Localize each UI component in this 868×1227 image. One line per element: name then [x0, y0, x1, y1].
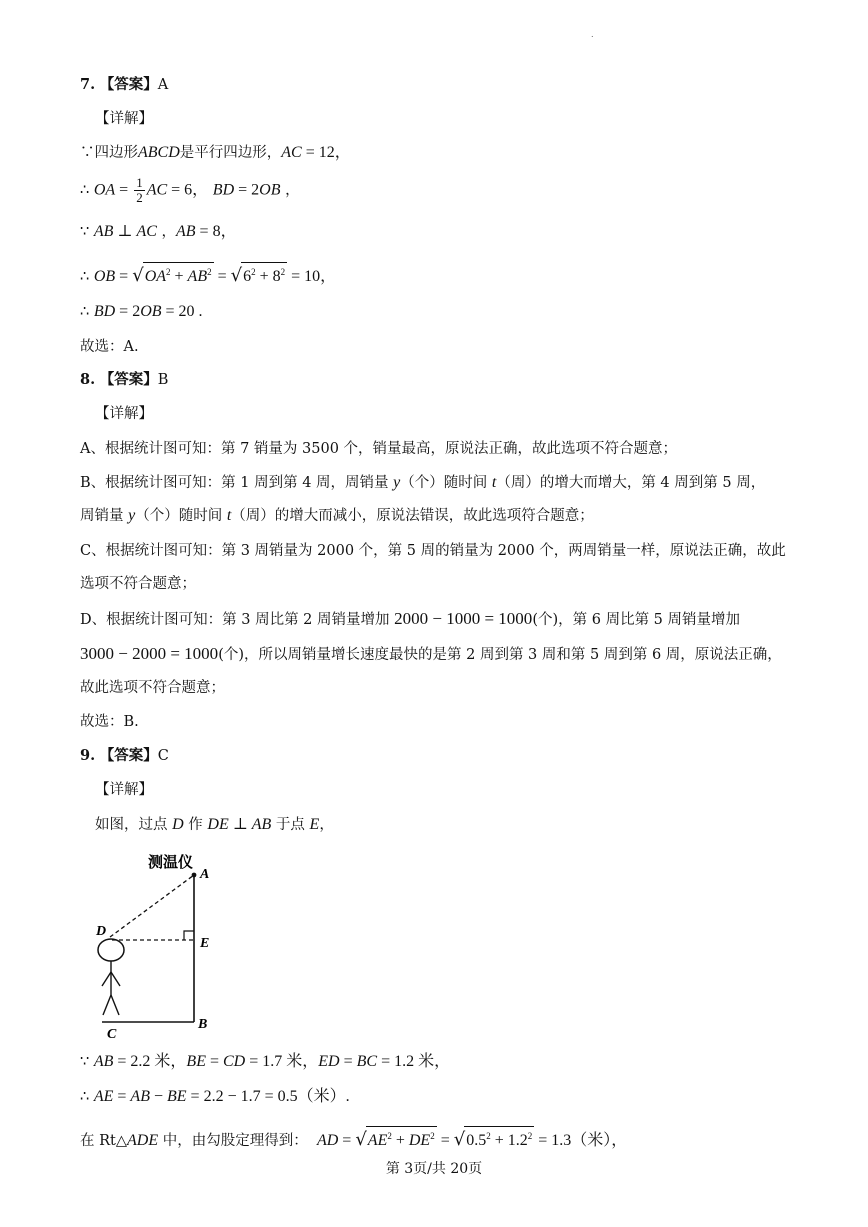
figure-title: 测温仪	[148, 853, 194, 871]
q8-option-d-line-1	[80, 609, 740, 630]
math: +	[391, 1132, 409, 1149]
math: ⊥	[228, 816, 252, 833]
math: BE	[167, 1088, 187, 1105]
q7-line-5	[80, 302, 203, 322]
text: 于点	[271, 817, 310, 833]
radicand	[241, 262, 287, 286]
sqrt-icon: √	[453, 1129, 466, 1150]
math: E	[309, 816, 320, 833]
math: AB	[130, 1088, 150, 1105]
math: BD	[93, 303, 116, 320]
math: OB	[140, 303, 162, 320]
q8-header	[80, 370, 168, 390]
math: OA	[144, 268, 167, 285]
radicand	[143, 262, 214, 286]
sqrt-icon: √	[230, 265, 243, 286]
math: = 1.3（米），	[534, 1132, 628, 1149]
q8-option-a: A、根据统计图可知：第 7 销量为 3500 个，销量最高，原说法正确，故此选项不符合题意；	[80, 441, 678, 457]
math: = 2.2 米，	[113, 1053, 187, 1070]
q7-detail-label: 【详解】	[95, 111, 153, 127]
q8-number: 8.	[80, 371, 96, 388]
math: = 1.7 米，	[245, 1053, 319, 1070]
math: 0.5	[466, 1132, 487, 1149]
math: CD	[223, 1053, 246, 1070]
label-d: D	[96, 924, 107, 939]
math: = 2	[115, 303, 141, 320]
text: (个)，所以周销量增长速度最快的是第 2 周到第 3 周和第 5 周到第 6 周，原说法正确，	[218, 647, 782, 663]
q7-answer: A	[157, 77, 169, 93]
exponent: 2	[527, 1131, 533, 1141]
math: AC	[136, 223, 157, 240]
math: = 6，	[167, 181, 209, 199]
math: +	[170, 268, 188, 285]
q7-answer-tag: 【答案】	[99, 76, 158, 93]
text: 中，由勾股定理得到：	[158, 1133, 308, 1149]
math: y	[128, 507, 136, 524]
exponent: 2	[280, 267, 286, 277]
math: DE	[207, 816, 229, 833]
q7-line-1	[80, 143, 351, 163]
person-left-leg	[103, 995, 111, 1015]
math: t	[226, 507, 232, 524]
math: AE	[367, 1132, 388, 1149]
text: ∴	[80, 304, 94, 320]
q8-option-c-line-1: C、根据统计图可知：第 3 周销量为 2000 个，第 5 周的销量为 2000 个，两周销量一样，原说法正确，故此	[80, 543, 786, 559]
q7-line-2	[80, 176, 300, 205]
q7-line-4	[80, 262, 336, 287]
math: =	[115, 181, 133, 199]
math: t	[491, 474, 497, 491]
text: 作	[183, 817, 208, 833]
text: ∵四边形	[80, 145, 138, 161]
text: ∴	[80, 269, 94, 285]
q8-option-d-line-3: 故此选项不符合题意；	[80, 680, 225, 696]
math: = 2.2 − 1.7 = 0.5（米）.	[186, 1088, 350, 1105]
text: B、根据统计图可知：第 1 周到第 4 周，周销量	[80, 475, 394, 491]
math: OB	[93, 268, 116, 285]
text: （周）的增大而减小，原说法错误，故此选项符合题意；	[231, 508, 594, 524]
math: AB	[251, 816, 272, 833]
right-angle-mark	[184, 931, 194, 940]
text: ，	[319, 817, 334, 833]
math: AB	[93, 223, 114, 240]
q9-number: 9.	[80, 747, 96, 764]
math: + 8	[255, 268, 281, 285]
q8-answer: B	[157, 372, 169, 388]
text: ∵	[80, 1054, 94, 1070]
math: 6	[243, 268, 252, 285]
q8-choice: 故选：B.	[80, 714, 139, 730]
denominator: 2	[136, 190, 143, 205]
page-footer: 第 3页/共 20页	[385, 1161, 483, 1177]
math: OB	[259, 181, 281, 199]
exponent: 2	[207, 267, 212, 277]
exponent: 2	[387, 1131, 392, 1141]
math: = 10，	[287, 268, 337, 285]
q8-option-c-line-2: 选项不符合题意；	[80, 576, 196, 592]
text: 在 Rt△	[80, 1133, 128, 1149]
person-right-leg	[111, 995, 119, 1015]
math: ABCD	[138, 144, 180, 161]
math: AD	[316, 1132, 339, 1149]
math: =	[113, 1088, 131, 1105]
text: (个)，第 6 周比第 5 周销量增加	[532, 612, 741, 628]
math: =	[205, 1053, 223, 1070]
math: −	[149, 1088, 167, 1105]
math: D	[172, 816, 184, 833]
exponent: 2	[486, 1131, 491, 1141]
sqrt-icon: √	[132, 265, 144, 286]
q9-pythagoras	[80, 1126, 627, 1151]
q9-detail-label: 【详解】	[95, 782, 153, 798]
math: =	[115, 268, 133, 285]
text: ，	[156, 224, 176, 240]
thermometer-figure	[90, 845, 230, 1045]
text: （个）随时间	[400, 475, 492, 491]
math: ⊥	[113, 223, 137, 240]
label-b: B	[198, 1017, 208, 1032]
q8-detail-label: 【详解】	[95, 406, 153, 422]
math: BE	[186, 1053, 206, 1070]
math: = 12，	[301, 144, 351, 161]
math: y	[393, 474, 401, 491]
q9-ae	[80, 1087, 350, 1107]
q8-option-b-line-1	[80, 473, 765, 493]
q8-answer-tag: 【答案】	[99, 371, 158, 388]
q7-line-3	[80, 222, 237, 242]
math: = 8，	[195, 223, 237, 240]
math: DE	[408, 1132, 431, 1149]
radicand	[366, 1126, 437, 1150]
math: + 1.2	[490, 1132, 528, 1149]
label-a: A	[200, 867, 210, 882]
math: =	[339, 1053, 357, 1070]
math: AE	[93, 1088, 114, 1105]
exponent: 2	[251, 267, 256, 277]
text: 周销量	[80, 508, 129, 524]
label-e: E	[200, 936, 210, 951]
sqrt-icon: √	[355, 1129, 367, 1150]
text: ，	[280, 182, 300, 199]
q7-number: 7.	[80, 76, 96, 93]
q8-option-d-line-2	[80, 644, 782, 665]
math: ED	[318, 1053, 340, 1070]
fraction	[134, 176, 145, 205]
label-c: C	[107, 1027, 117, 1042]
corner-mark: .	[591, 30, 594, 39]
text: ∴	[80, 1089, 94, 1105]
math: BD	[212, 181, 235, 199]
dashed-line-da	[110, 875, 194, 937]
math: = 20 .	[161, 303, 203, 320]
person-left-arm	[102, 972, 111, 986]
text: 是平行四边形，	[179, 145, 282, 161]
math: =	[213, 268, 231, 285]
text: （周）的增大而增大，第 4 周到第 5 周，	[496, 475, 766, 491]
math: AB	[93, 1053, 114, 1070]
radicand	[464, 1126, 534, 1150]
math: OA	[93, 181, 116, 199]
math: 2000 − 1000 = 1000	[394, 609, 533, 628]
math: AB	[176, 223, 196, 240]
math: AB	[187, 268, 208, 285]
q7-choice: 故选：A.	[80, 339, 139, 355]
person-head	[98, 939, 124, 961]
q7-header	[80, 75, 168, 95]
math: AC	[281, 144, 302, 161]
math: 3000 − 2000 = 1000	[80, 644, 219, 663]
math: = 2	[234, 181, 260, 199]
q9-intro	[95, 815, 334, 835]
person-right-arm	[111, 972, 120, 986]
q9-header	[80, 746, 169, 766]
math: = 1.2 米，	[377, 1053, 451, 1070]
q9-answer: C	[157, 748, 169, 764]
text: ∵	[80, 224, 94, 240]
text: ∴	[80, 182, 94, 199]
math: ADE	[127, 1132, 159, 1149]
text: D、根据统计图可知：第 3 周比第 2 周销量增加	[80, 612, 395, 628]
q9-given	[80, 1052, 450, 1072]
exponent: 2	[430, 1131, 435, 1141]
math: AC	[146, 181, 168, 199]
math: BC	[356, 1053, 378, 1070]
numerator: 1	[136, 175, 143, 190]
q8-option-b-line-2	[80, 506, 594, 526]
math: =	[436, 1132, 454, 1149]
math: =	[338, 1132, 356, 1149]
exponent: 2	[166, 267, 171, 277]
q9-answer-tag: 【答案】	[99, 747, 158, 764]
text: 如图，过点	[95, 817, 173, 833]
text: （个）随时间	[135, 508, 227, 524]
